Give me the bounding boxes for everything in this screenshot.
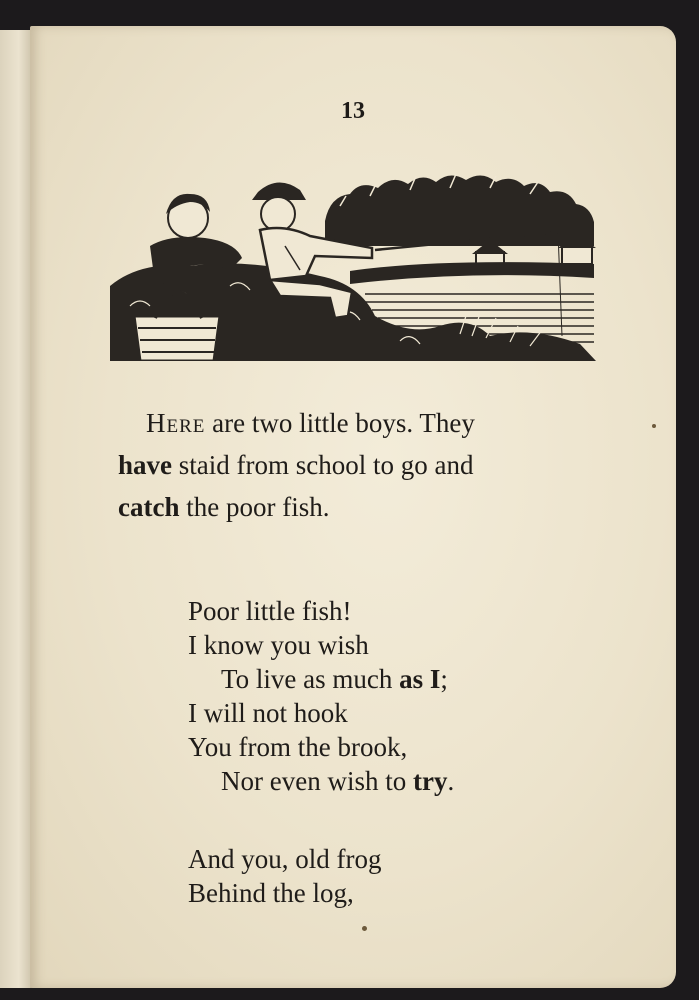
stanza-gap bbox=[188, 798, 608, 842]
verse-bold-text: as I bbox=[399, 664, 441, 694]
prose-paragraph bbox=[118, 402, 598, 528]
verse-line: I know you wish bbox=[188, 630, 369, 660]
prose-bold-word: catch bbox=[118, 492, 180, 522]
verse-poem bbox=[188, 594, 608, 910]
verse-bold-text: try bbox=[412, 766, 448, 796]
verse-line: You from the brook, bbox=[188, 732, 408, 762]
verse-line: Poor little fish! bbox=[188, 596, 352, 626]
prose-text: staid from school to go and bbox=[172, 450, 474, 480]
prose-drop-word: Here bbox=[146, 408, 206, 438]
verse-line bbox=[188, 764, 608, 798]
woodcut-two-boys-fishing-icon bbox=[110, 166, 596, 361]
verse-punct: . bbox=[447, 766, 455, 796]
paper-speck bbox=[652, 424, 656, 428]
verse-text: To live as much bbox=[221, 664, 400, 694]
prose-text: are two little boys. They bbox=[205, 408, 475, 438]
verse-line bbox=[188, 662, 608, 696]
prose-line bbox=[118, 486, 598, 528]
prose-bold-word: have bbox=[118, 450, 172, 480]
prose-text: the poor fish. bbox=[179, 492, 330, 522]
prose-line bbox=[118, 402, 598, 444]
paper-speck bbox=[362, 926, 367, 931]
page-number: 13 bbox=[341, 98, 365, 124]
verse-line: Behind the log, bbox=[188, 878, 354, 908]
verse-line: I will not hook bbox=[188, 698, 348, 728]
verse-text: Nor even wish to bbox=[221, 766, 413, 796]
book-page bbox=[30, 26, 676, 988]
left-page-edge bbox=[0, 30, 34, 988]
prose-line bbox=[118, 444, 598, 486]
verse-line: And you, old frog bbox=[188, 844, 382, 874]
verse-punct: ; bbox=[440, 664, 448, 694]
